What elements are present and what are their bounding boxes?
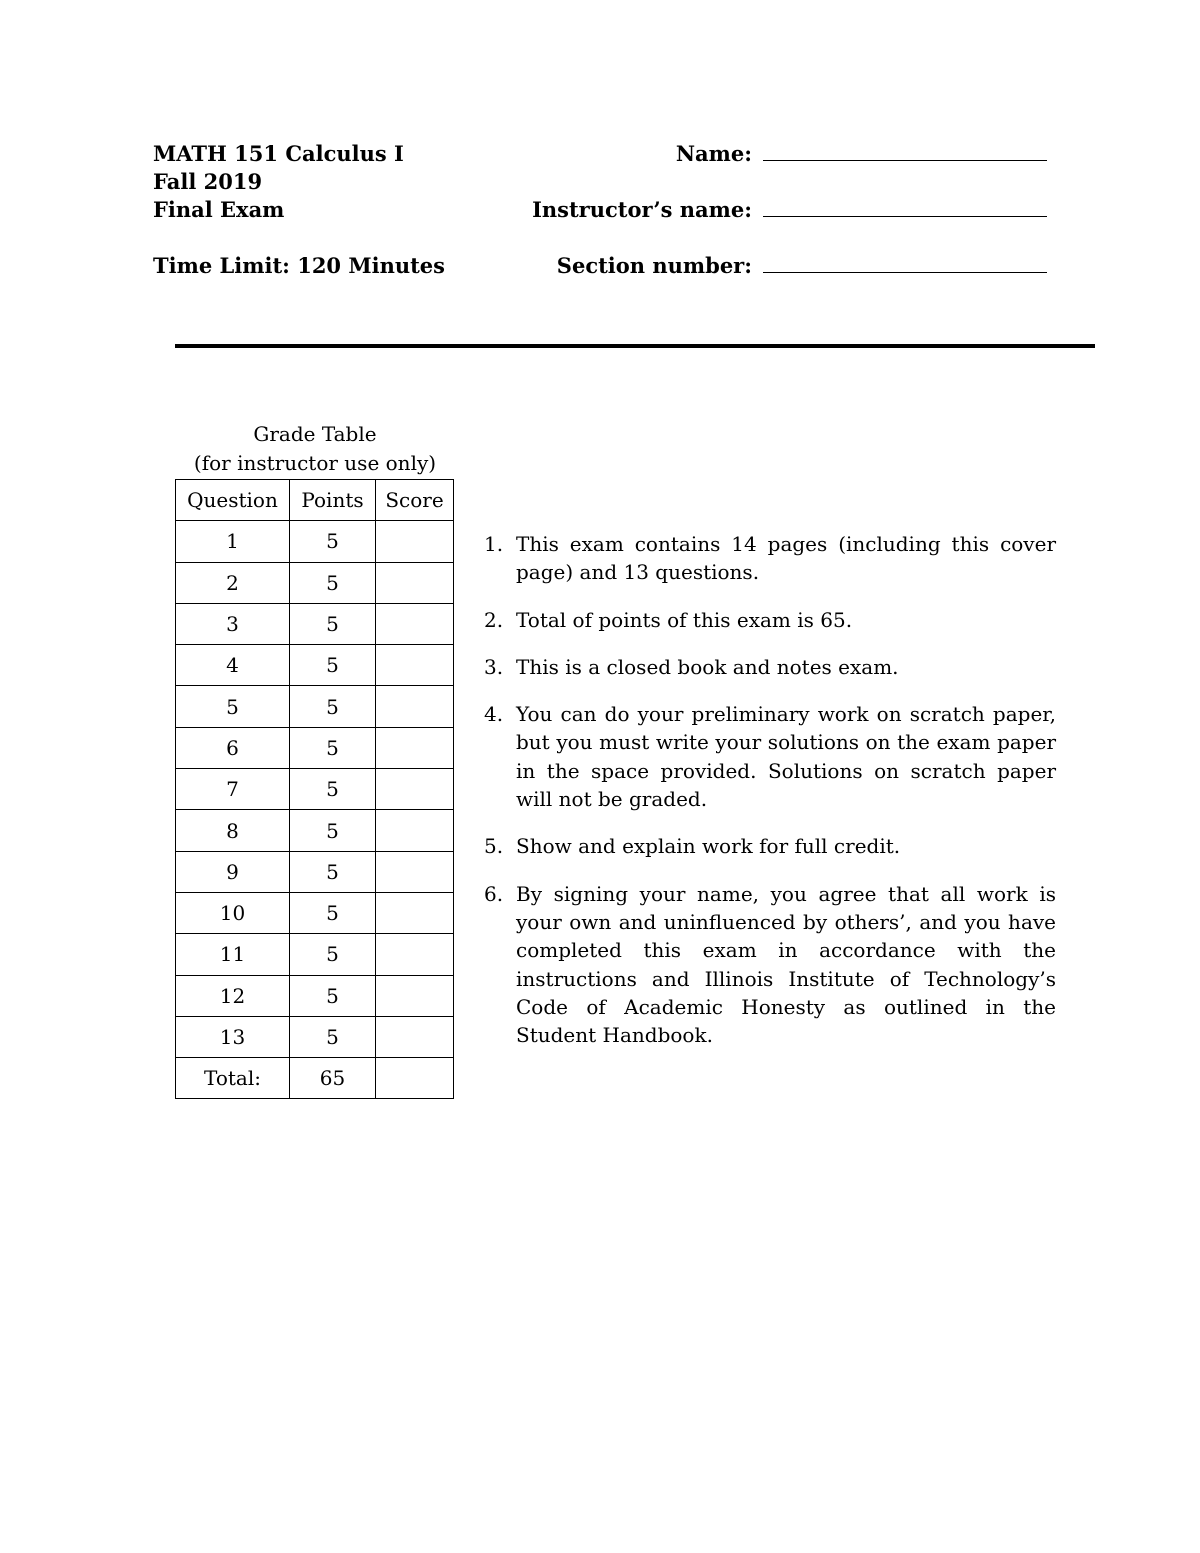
list-item-text: This is a closed book and notes exam. xyxy=(516,654,899,679)
points-cell: 5 xyxy=(290,686,376,727)
points-cell: 5 xyxy=(290,603,376,644)
section-number-label: Section number: xyxy=(556,253,752,278)
table-row xyxy=(176,645,454,686)
table-row xyxy=(176,975,454,1016)
points-cell: 5 xyxy=(290,645,376,686)
table-row xyxy=(176,727,454,768)
score-cell[interactable] xyxy=(376,975,454,1016)
name-field-line[interactable] xyxy=(763,160,1047,161)
score-cell[interactable] xyxy=(376,521,454,562)
list-item-number: 3. xyxy=(484,654,504,679)
table-row xyxy=(176,810,454,851)
total-score-cell[interactable] xyxy=(376,1058,454,1099)
column-header-points: Points xyxy=(290,480,376,521)
score-cell[interactable] xyxy=(376,686,454,727)
total-label: Total: xyxy=(176,1058,290,1099)
question-cell: 8 xyxy=(176,810,290,851)
question-cell: 12 xyxy=(176,975,290,1016)
list-item xyxy=(484,606,1056,634)
list-item-number: 4. xyxy=(484,702,504,727)
grade-table-subtitle: (for instructor use only) xyxy=(193,451,437,475)
table-row xyxy=(176,686,454,727)
list-item xyxy=(484,832,1056,860)
grade-table-caption xyxy=(175,420,455,478)
instructions-list xyxy=(484,530,1056,1068)
score-cell[interactable] xyxy=(376,727,454,768)
table-row xyxy=(176,1016,454,1057)
exam-term: Fall 2019 xyxy=(153,169,263,194)
score-cell[interactable] xyxy=(376,769,454,810)
list-item xyxy=(484,700,1056,813)
question-cell: 4 xyxy=(176,645,290,686)
column-header-question: Question xyxy=(176,480,290,521)
list-item-number: 6. xyxy=(484,881,504,906)
table-row xyxy=(176,892,454,933)
points-cell: 5 xyxy=(290,975,376,1016)
list-item-number: 1. xyxy=(484,532,504,556)
points-cell: 5 xyxy=(290,562,376,603)
instructor-name-field-line[interactable] xyxy=(763,216,1047,217)
points-cell: 5 xyxy=(290,892,376,933)
points-cell: 5 xyxy=(290,727,376,768)
table-row xyxy=(176,562,454,603)
list-item-text: Show and explain work for full credit. xyxy=(516,834,901,859)
score-cell[interactable] xyxy=(376,851,454,892)
list-item-text: This exam contains 14 pages (including this cover page) and 13 questions. xyxy=(516,532,1056,585)
table-row xyxy=(176,769,454,810)
score-cell[interactable] xyxy=(376,645,454,686)
grade-table-header-row xyxy=(176,480,454,521)
question-cell: 5 xyxy=(176,686,290,727)
question-cell: 7 xyxy=(176,769,290,810)
points-cell: 5 xyxy=(290,851,376,892)
list-item xyxy=(484,653,1056,681)
table-row xyxy=(176,521,454,562)
question-cell: 1 xyxy=(176,521,290,562)
question-cell: 6 xyxy=(176,727,290,768)
question-cell: 11 xyxy=(176,934,290,975)
question-cell: 10 xyxy=(176,892,290,933)
list-item-text: Total of points of this exam is 65. xyxy=(516,607,853,632)
time-limit: Time Limit: 120 Minutes xyxy=(153,253,445,278)
points-cell: 5 xyxy=(290,934,376,975)
score-cell[interactable] xyxy=(376,562,454,603)
course-title: MATH 151 Calculus I xyxy=(153,141,404,166)
question-cell: 9 xyxy=(176,851,290,892)
points-cell: 5 xyxy=(290,810,376,851)
header-divider xyxy=(175,344,1095,348)
question-cell: 13 xyxy=(176,1016,290,1057)
points-cell: 5 xyxy=(290,769,376,810)
list-item xyxy=(484,880,1056,1050)
score-cell[interactable] xyxy=(376,934,454,975)
instructor-name-label: Instructor’s name: xyxy=(532,197,752,222)
score-cell[interactable] xyxy=(376,603,454,644)
name-label: Name: xyxy=(675,141,752,166)
list-item-text: By signing your name, you agree that all work is your own and uninfluenced by others’, and you have completed this exam in accordance with the instructions and Illinois Institute of Technology’s Code of Academic Honesty as outlined in the Student Handbook. xyxy=(516,881,1056,1048)
list-item-number: 5. xyxy=(484,834,504,859)
table-row xyxy=(176,603,454,644)
score-cell[interactable] xyxy=(376,892,454,933)
points-cell: 5 xyxy=(290,521,376,562)
score-cell[interactable] xyxy=(376,810,454,851)
exam-type: Final Exam xyxy=(153,197,285,222)
question-cell: 2 xyxy=(176,562,290,603)
points-cell: 5 xyxy=(290,1016,376,1057)
section-number-field-line[interactable] xyxy=(763,272,1047,273)
total-row xyxy=(176,1058,454,1099)
list-item xyxy=(484,530,1056,587)
list-item-text: You can do your preliminary work on scratch paper, but you must write your solutions on the exam paper in the space provided. Solutions on scratch paper will not be graded. xyxy=(516,702,1056,812)
column-header-score: Score xyxy=(376,480,454,521)
question-cell: 3 xyxy=(176,603,290,644)
list-item-number: 2. xyxy=(484,607,504,632)
grade-table-title: Grade Table xyxy=(253,422,377,446)
total-points: 65 xyxy=(290,1058,376,1099)
score-cell[interactable] xyxy=(376,1016,454,1057)
table-row xyxy=(176,934,454,975)
table-row xyxy=(176,851,454,892)
grade-table xyxy=(175,479,454,1099)
